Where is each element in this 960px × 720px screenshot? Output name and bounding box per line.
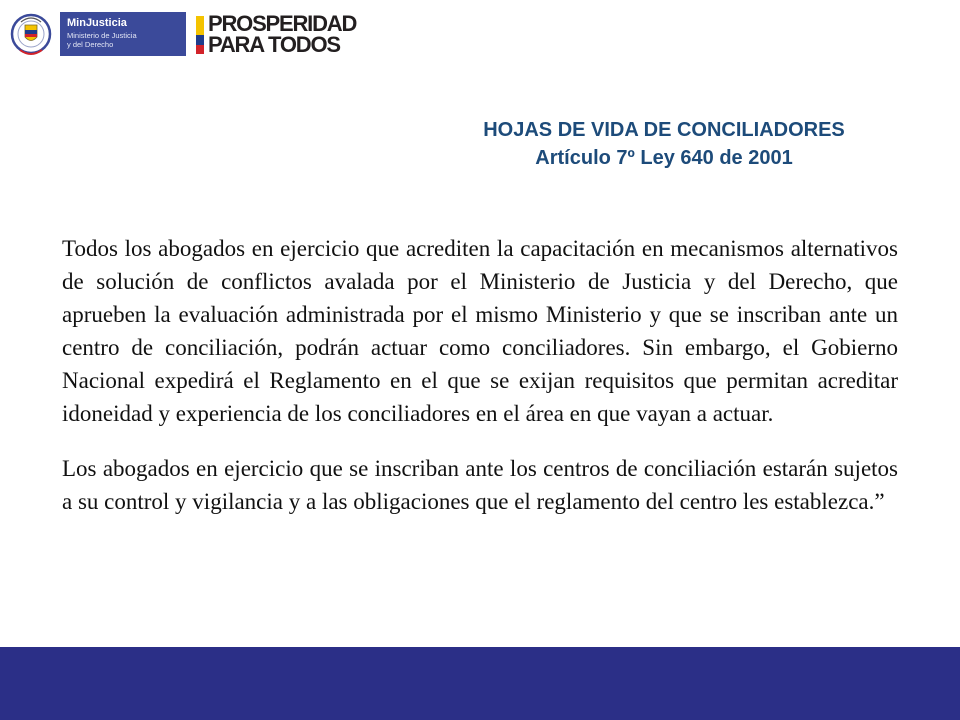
colombia-flag-bar-icon — [196, 16, 204, 54]
slogan-line-2: PARA TODOS — [208, 32, 340, 57]
footer-bar — [0, 647, 960, 720]
slogan-line-1: PROSPERIDAD — [208, 11, 357, 36]
colombia-seal-logo — [10, 8, 52, 60]
ministry-logo-title: MinJusticia — [67, 17, 127, 29]
slide-body — [62, 232, 898, 540]
body-paragraph-2: Los abogados en ejercicio que se inscriban ante los centros de conciliación estarán sujetos a su control y vigilancia y a las obligaciones que el reglamento del centro les establezca.” — [62, 456, 898, 514]
slide-heading — [400, 116, 928, 172]
ministry-logo — [60, 12, 186, 56]
slide-title: HOJAS DE VIDA DE CONCILIADORES — [483, 119, 845, 141]
slide-subtitle: Artículo 7º Ley 640 de 2001 — [535, 147, 793, 169]
ministry-logo-subtitle: Ministerio de Justicia y del Derecho — [67, 31, 137, 49]
header — [0, 0, 960, 70]
body-paragraph-1: Todos los abogados en ejercicio que acrediten la capacitación en mecanismos alternativos de solución de conflictos avalada por el Ministerio de Justicia y del Derecho, que aprueben la evaluación administrada por el mismo Ministerio y que se inscriban ante un centro de conciliación, podrán actuar como conciliadores. Sin embargo, el Gobierno Nacional expedirá el Reglamento en el que se exijan requisitos que permitan acreditar idoneidad y experiencia de los conciliadores en el área en que vayan a actuar. — [62, 236, 898, 426]
prosperidad-logo — [196, 12, 356, 58]
